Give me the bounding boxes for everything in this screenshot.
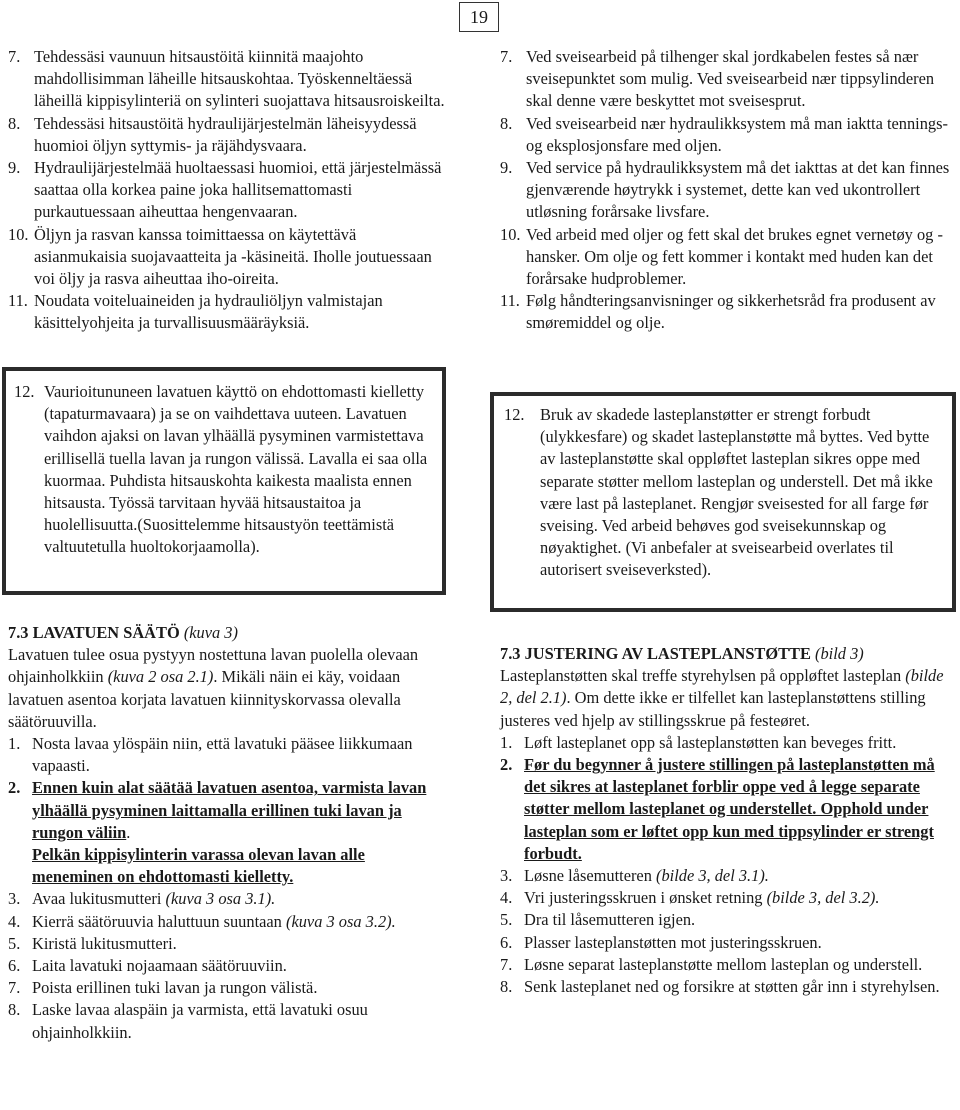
step-number: 4. [500, 888, 513, 908]
step-text: Løsne separat lasteplanstøtte mellom lasteplan og understell. [524, 954, 923, 974]
step-ref: (bilde 3, del 3.1). [656, 866, 769, 886]
step-number: 3. [8, 889, 21, 909]
step-number: 5. [500, 910, 513, 930]
section-title [500, 643, 955, 665]
step-number: 7. [8, 978, 21, 998]
item-number: 12. [504, 405, 525, 424]
step-6 [8, 955, 448, 977]
list-item [8, 46, 448, 113]
step-warning-text: Før du begynner å justere stillingen på lasteplanstøtten må det sikres at lasteplanet forblir oppe ved å legge separate støtter mellom lasteplanet og understellet. Opphold under lasteplan som er løftet opp kun med tippsylinder er strengt forbudt. [524, 755, 935, 863]
finnish-safety-list [8, 46, 448, 335]
step-warning-text: Pelkän kippisylinterin varassa olevan lavan alle meneminen on ehdottomasti kielletty. [32, 845, 365, 887]
step-3 [8, 888, 448, 910]
item-number: 8. [8, 113, 21, 133]
warning-item [504, 404, 942, 582]
norwegian-safety-list [500, 46, 955, 335]
step-ref: (kuva 3 osa 3.1). [165, 889, 276, 909]
step-4 [500, 887, 955, 909]
step-number: 8. [500, 977, 513, 997]
item-text: Ved arbeid med oljer og fett skal det brukes egnet vernetøy og -hansker. Om olje og fett kommer i kontakt med huden kan det forårsake hudproblemer. [526, 224, 943, 289]
step-ref: (kuva 3 osa 3.2). [286, 911, 396, 931]
item-number: 11. [8, 291, 28, 311]
step-5 [8, 933, 448, 955]
item-text: Tehdessäsi vaunuun hitsaustöitä kiinnitä maajohto mahdollisimman läheille hitsauskohtaa. Työskenneltäessä läheillä kippisylinteriä on sylinteri suojattava hitsausroiskeilta. [34, 47, 445, 111]
item-text: Noudata voiteluaineiden ja hydrauliöljyn valmistajan käsittelyohjeita ja turvallisuusmääräyksiä. [34, 291, 383, 333]
warning-text: Bruk av skadede lasteplanstøtter er strengt forbudt (ulykkesfare) og skadet lasteplanstøtte må byttes. Ved bytte av lasteplanstøtte skal oppløftet lasteplan sikres oppe med separate støtter mellom lasteplan og understell. Det må ikke være last på lasteplanet. Rengjør sveisested for all farge før sveising. Ved arbeid behøves god sveisekunnskap og nøyaktighet. (Vi anbefaler at sveisearbeid overlates til autorisert sveiseverksted). [540, 405, 933, 580]
finnish-section [8, 622, 448, 1044]
step-text: Plasser lasteplanstøtten mot justeringsskruen. [524, 932, 822, 952]
list-item [8, 157, 448, 224]
section-intro [500, 665, 955, 732]
list-item [8, 113, 448, 157]
list-item [8, 290, 448, 334]
step-1 [8, 733, 448, 777]
item-number: 12. [14, 382, 35, 401]
step-3 [500, 865, 955, 887]
step-text-main: Avaa lukitusmutteri [32, 889, 162, 909]
intro-text-cont: . Om dette ikke er tilfellet kan lasteplanstøttens stilling justeres ved hjelp av stillingsskrue på festeøret. [500, 688, 926, 730]
item-text: Ved sveisearbeid nær hydraulikksystem må man iaktta tennings- og eksplosjonsfare med oljen. [526, 113, 948, 155]
step-7 [500, 954, 955, 976]
intro-text: Lavatuen tulee osua pystyyn nostettuna lavan puolella olevaan ohjainholkkiin [8, 645, 419, 687]
step-number: 6. [8, 956, 21, 976]
section-title-text: 7.3 LAVATUEN SÄÄTÖ [8, 623, 180, 642]
step-text [32, 888, 448, 910]
item-text: Ved sveisearbeid på tilhenger skal jordkabelen festes så nær sveisepunktet som mulig. Ved sveisearbeid nær tippsylinderen skal denne være beskyttet mot sveisesprut. [526, 47, 935, 111]
finnish-warning-box [2, 367, 446, 595]
item-text: Tehdessäsi hitsaustöitä hydraulijärjestelmän läheisyydessä huomioi öljyn syttymis- ja räjähdysvaara. [34, 113, 417, 155]
item-number: 11. [500, 291, 520, 311]
list-item [500, 113, 955, 157]
step-text-main: Løsne låsemutteren [524, 866, 652, 886]
step-5 [500, 909, 955, 931]
section-title-text: 7.3 JUSTERING AV LASTEPLANSTØTTE [500, 644, 811, 663]
item-number: 7. [500, 47, 513, 66]
list-item [8, 224, 448, 291]
item-number: 10. [8, 224, 29, 244]
step-number: 5. [8, 933, 21, 953]
section-intro [8, 644, 448, 733]
step-text [524, 865, 955, 887]
step-text: Nosta lavaa ylöspäin niin, että lavatuki pääsee liikkumaan vapaasti. [32, 734, 413, 776]
step-number: 7. [500, 954, 513, 974]
step-text-main: Kierrä säätöruuvia haluttuun suuntaan [32, 911, 282, 931]
step-number: 1. [8, 734, 21, 754]
step-7 [8, 977, 448, 999]
norwegian-warning-box [490, 392, 956, 612]
step-8 [500, 976, 955, 998]
item-number: 8. [500, 113, 513, 133]
section-title-ref: (bild 3) [815, 644, 864, 663]
item-number: 7. [8, 47, 21, 66]
step-number: 2. [500, 755, 513, 775]
intro-text-cont: . Mikäli näin ei käy, voidaan lavatuen asentoa korjata lavatuen kiinnityskorvassa olevalla säätöruuvilla. [8, 667, 401, 731]
step-text: Laske lavaa alaspäin ja varmista, että lavatuki osuu ohjainholkkiin. [32, 1000, 368, 1042]
step-text: Senk lasteplanet ned og forsikre at støtten går inn i styrehylsen. [524, 977, 940, 997]
item-number: 9. [500, 158, 513, 178]
step-number: 4. [8, 911, 21, 931]
step-text-main: Vri justeringsskruen i ønsket retning [524, 888, 763, 908]
step-text: Kiristä lukitusmutteri. [32, 933, 177, 953]
list-item [500, 290, 955, 334]
item-text: Hydraulijärjestelmää huoltaessasi huomioi, että järjestelmässä saattaa olla korkea paine joka hallitsemattomasti purkautuessaan aiheuttaa hengenvaaran. [34, 158, 442, 222]
step-8 [8, 999, 448, 1043]
norwegian-section [500, 643, 955, 998]
item-text: Öljyn ja rasvan kanssa toimittaessa on käytettävä asianmukaisia suojavaatteita ja -käsineitä. Iholle joutuessaan voi öljy ja rasva aiheuttaa iho-oireita. [34, 224, 432, 289]
step-number: 6. [500, 932, 513, 952]
step-text: Dra til låsemutteren igjen. [524, 910, 696, 930]
step-text [32, 911, 448, 933]
list-item [500, 224, 955, 291]
step-4 [8, 911, 448, 933]
warning-text: Vaurioitununeen lavatuen käyttö on ehdottomasti kielletty (tapaturmavaara) ja se on vaihdettava uuteen. Lavatuen vaihdon ajaksi on lavan ylhäällä pysyminen varmistettava erillisellä tuella lavan ja rungon välissä. Lavalla ei saa olla kuormaa. Puhdista hitsauskohta kaikesta maalista ennen hitsausta. Työssä tarvitaan hyvää hitsaustaitoa ja huolellisuutta.(Suosittelemme hitsaustyön teettämistä valtuutetulla huoltokorjaamolla). [44, 382, 428, 557]
section-title-ref: (kuva 3) [183, 623, 238, 642]
step-number: 3. [500, 866, 513, 886]
step-text [524, 887, 955, 909]
step-text: Poista erillinen tuki lavan ja rungon välistä. [32, 978, 318, 998]
intro-ref: (kuva 2 osa 2.1) [107, 667, 214, 687]
step-text: Laita lavatuki nojaamaan säätöruuviin. [32, 956, 287, 976]
step-ref: (bilde 3, del 3.2). [766, 888, 880, 908]
page-number: 19 [459, 2, 499, 32]
list-item [500, 157, 955, 224]
intro-ref: (bilde 2, del 2.1) [500, 666, 944, 708]
item-text: Ved service på hydraulikksystem må det iakttas at det kan finnes gjenværende høytrykk i systemet, dette kan ved ukontrollert utløsning forårsake livsfare. [526, 158, 950, 222]
step-2 [8, 777, 448, 888]
item-number: 10. [500, 224, 521, 244]
step-text: Løft lasteplanet opp så lasteplanstøtten kan beveges fritt. [524, 732, 897, 752]
warning-item [14, 381, 428, 559]
step-text [32, 777, 448, 844]
step-punct: . [126, 822, 131, 842]
step-1 [500, 732, 955, 754]
step-6 [500, 932, 955, 954]
item-text: Følg håndteringsanvisninger og sikkerhetsråd fra produsent av smøremiddel og olje. [526, 291, 936, 333]
intro-text: Lasteplanstøtten skal treffe styrehylsen på oppløftet lasteplan [500, 666, 902, 686]
step-number: 1. [500, 732, 513, 752]
step-number: 8. [8, 1000, 21, 1020]
step-2 [500, 754, 955, 865]
item-number: 9. [8, 158, 21, 178]
section-title [8, 622, 448, 644]
step-number: 2. [8, 778, 21, 798]
step-warning-text: Ennen kuin alat säätää lavatuen asentoa, varmista lavan ylhäällä pysyminen laittamalla erillinen tuki lavan ja rungon väliin [32, 778, 427, 842]
list-item [500, 46, 955, 113]
